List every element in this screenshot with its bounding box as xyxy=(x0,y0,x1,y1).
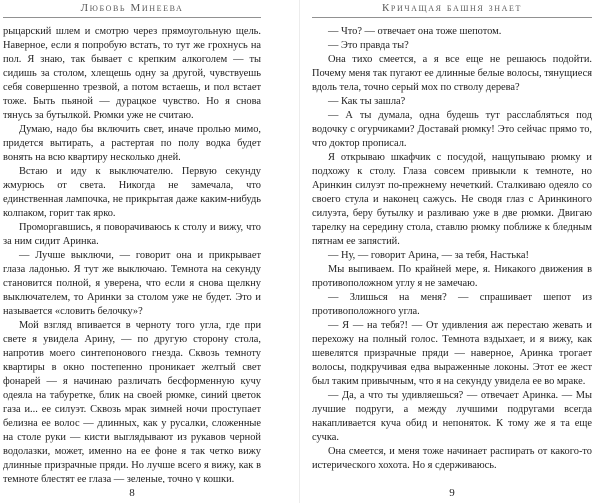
paragraph: — Лучше выключи, — говорит она и прикрывает глаза ладонью. Я тут же выключаю. Темнота на секунду становится полной, я уверена, что если я снова щелкну выключателем, то Аринки за столом уже не будет. Это и называется «словить белочку»? xyxy=(3,250,261,317)
running-head-author: Любовь Минеева xyxy=(80,2,184,14)
paragraph: Мы выпиваем. По крайней мере, я. Никакого движения в противоположном углу я не замечаю. xyxy=(312,264,592,289)
paragraph: Мой взгляд впивается в черноту того угла, где при свете я увидела Арину, — по другую сторону стола, напротив моего синтепонового гнезда. Сквозь темноту квартиры в окно постепенно проникает желтый свет фонарей — я начинаю различать бесформенную кучу одеяла на табуретке, блик на своей рюмке, синий цветок газа и... ее силуэт. Сквозь мрак зимней ночи проступает белизна ее волос — длинных, как у русалки, сложенные на столе руки — кисти выглядывают из рукавов черной водолазки, может, именно на ее фоне я так четко вижу длинные призрачные пряди. Но лучше всего я вижу, как в темноте блестят ее глаза — зеленые, точно у кошки. xyxy=(3,320,261,483)
paragraph: Она смеется, и меня тоже начинает распирать от какого-то истерического хохота. Но я сдерживаюсь. xyxy=(312,446,592,471)
paragraph: Встаю и иду к выключателю. Первую секунду жмурюсь от света. Никогда не замечала, что единственная лампочка, не прикрытая даже каким-нибудь колпаком, горит так ярко. xyxy=(3,166,261,219)
paragraph: Проморгавшись, я поворачиваюсь к столу и вижу, что за ним сидит Аринка. xyxy=(3,222,261,247)
left-page-text xyxy=(3,25,261,483)
page-divider xyxy=(299,0,300,503)
paragraph: Думаю, надо бы включить свет, иначе пролью мимо, придется вытирать, а растертая по полу водка будет вонять на всю квартиру несколько дней. xyxy=(3,124,261,163)
right-page[interactable] xyxy=(312,0,592,503)
paragraph: рыцарский шлем и смотрю через прямоугольную щель. Наверное, если я попробую встать, то тут же грохнусь на пол. Я знаю, так бывает с крепким алкоголем — ты сидишь за столом, хлещешь одну за другой, чувствуешь себя совершенно трезвой, а потом встаешь, и пол встает тоже. Быть пьяной — дурацкое чувство. Но я снова тянусь за бутылкой. Рюмки уже не считаю. xyxy=(3,26,261,121)
page-number-left: 8 xyxy=(129,487,135,499)
paragraph: — Злишься на меня? — спрашивает шепот из противоположного угла. xyxy=(312,292,592,317)
paragraph: — Да, а что ты удивляешься? — отвечает Аринка. — Мы лучшие подруги, а между лучшими подругами всегда накапливается куча обид и непоняток. К тому же я та еще сучка. xyxy=(312,390,592,443)
paragraph: — А ты думала, одна будешь тут расслабляться под водочку с огурчиками? Доставай рюмку! Это сейчас прямо то, что доктор прописал. xyxy=(312,110,592,149)
paragraph: — Это правда ты? xyxy=(328,40,409,51)
paragraph: — Ну, — говорит Арина, — за тебя, Настька! xyxy=(328,250,530,261)
running-head-title: Кричащая башня знает xyxy=(381,2,522,14)
header-rule xyxy=(312,17,592,18)
paragraph: Она тихо смеется, а я все еще не решаюсь подойти. Почему меня так пугают ее длинные белые волосы, тянущиеся вдоль тела, точно серый мох по стволу дерева? xyxy=(312,54,592,93)
paragraph: — Как ты зашла? xyxy=(328,96,406,107)
header-rule xyxy=(3,17,261,18)
paragraph: Я открываю шкафчик с посудой, нащупываю рюмку и подхожу к столу. Глаза совсем привыкли к темноте, но Аринкин силуэт по-прежнему нечеткий. Сталкиваю одеяло со своего стула и наконец сажусь. Не сводя глаз с Аринкиного силуэта, беру бутылку и разливаю уже в две рюмки. Двигаю тарелку на середину стола, ставлю рюмку поближе к бледным пятнам ее запястий. xyxy=(312,152,592,247)
paragraph: — Что? — отвечает она тоже шепотом. xyxy=(328,26,502,37)
page-number-right: 9 xyxy=(449,487,455,499)
paragraph: — Я — на тебя?! — От удивления аж перестаю жевать и перехожу на полный голос. Темнота вздыхает, и я вижу, как шевелятся призрачные пряди — наверное, Аринка трогает волосы, подкручивая едва выраженные локоны. Этот ее жест был таким привычным, что я на секунду увидела ее во мраке. xyxy=(312,320,592,387)
right-page-text xyxy=(312,25,592,473)
left-page[interactable] xyxy=(3,0,261,503)
